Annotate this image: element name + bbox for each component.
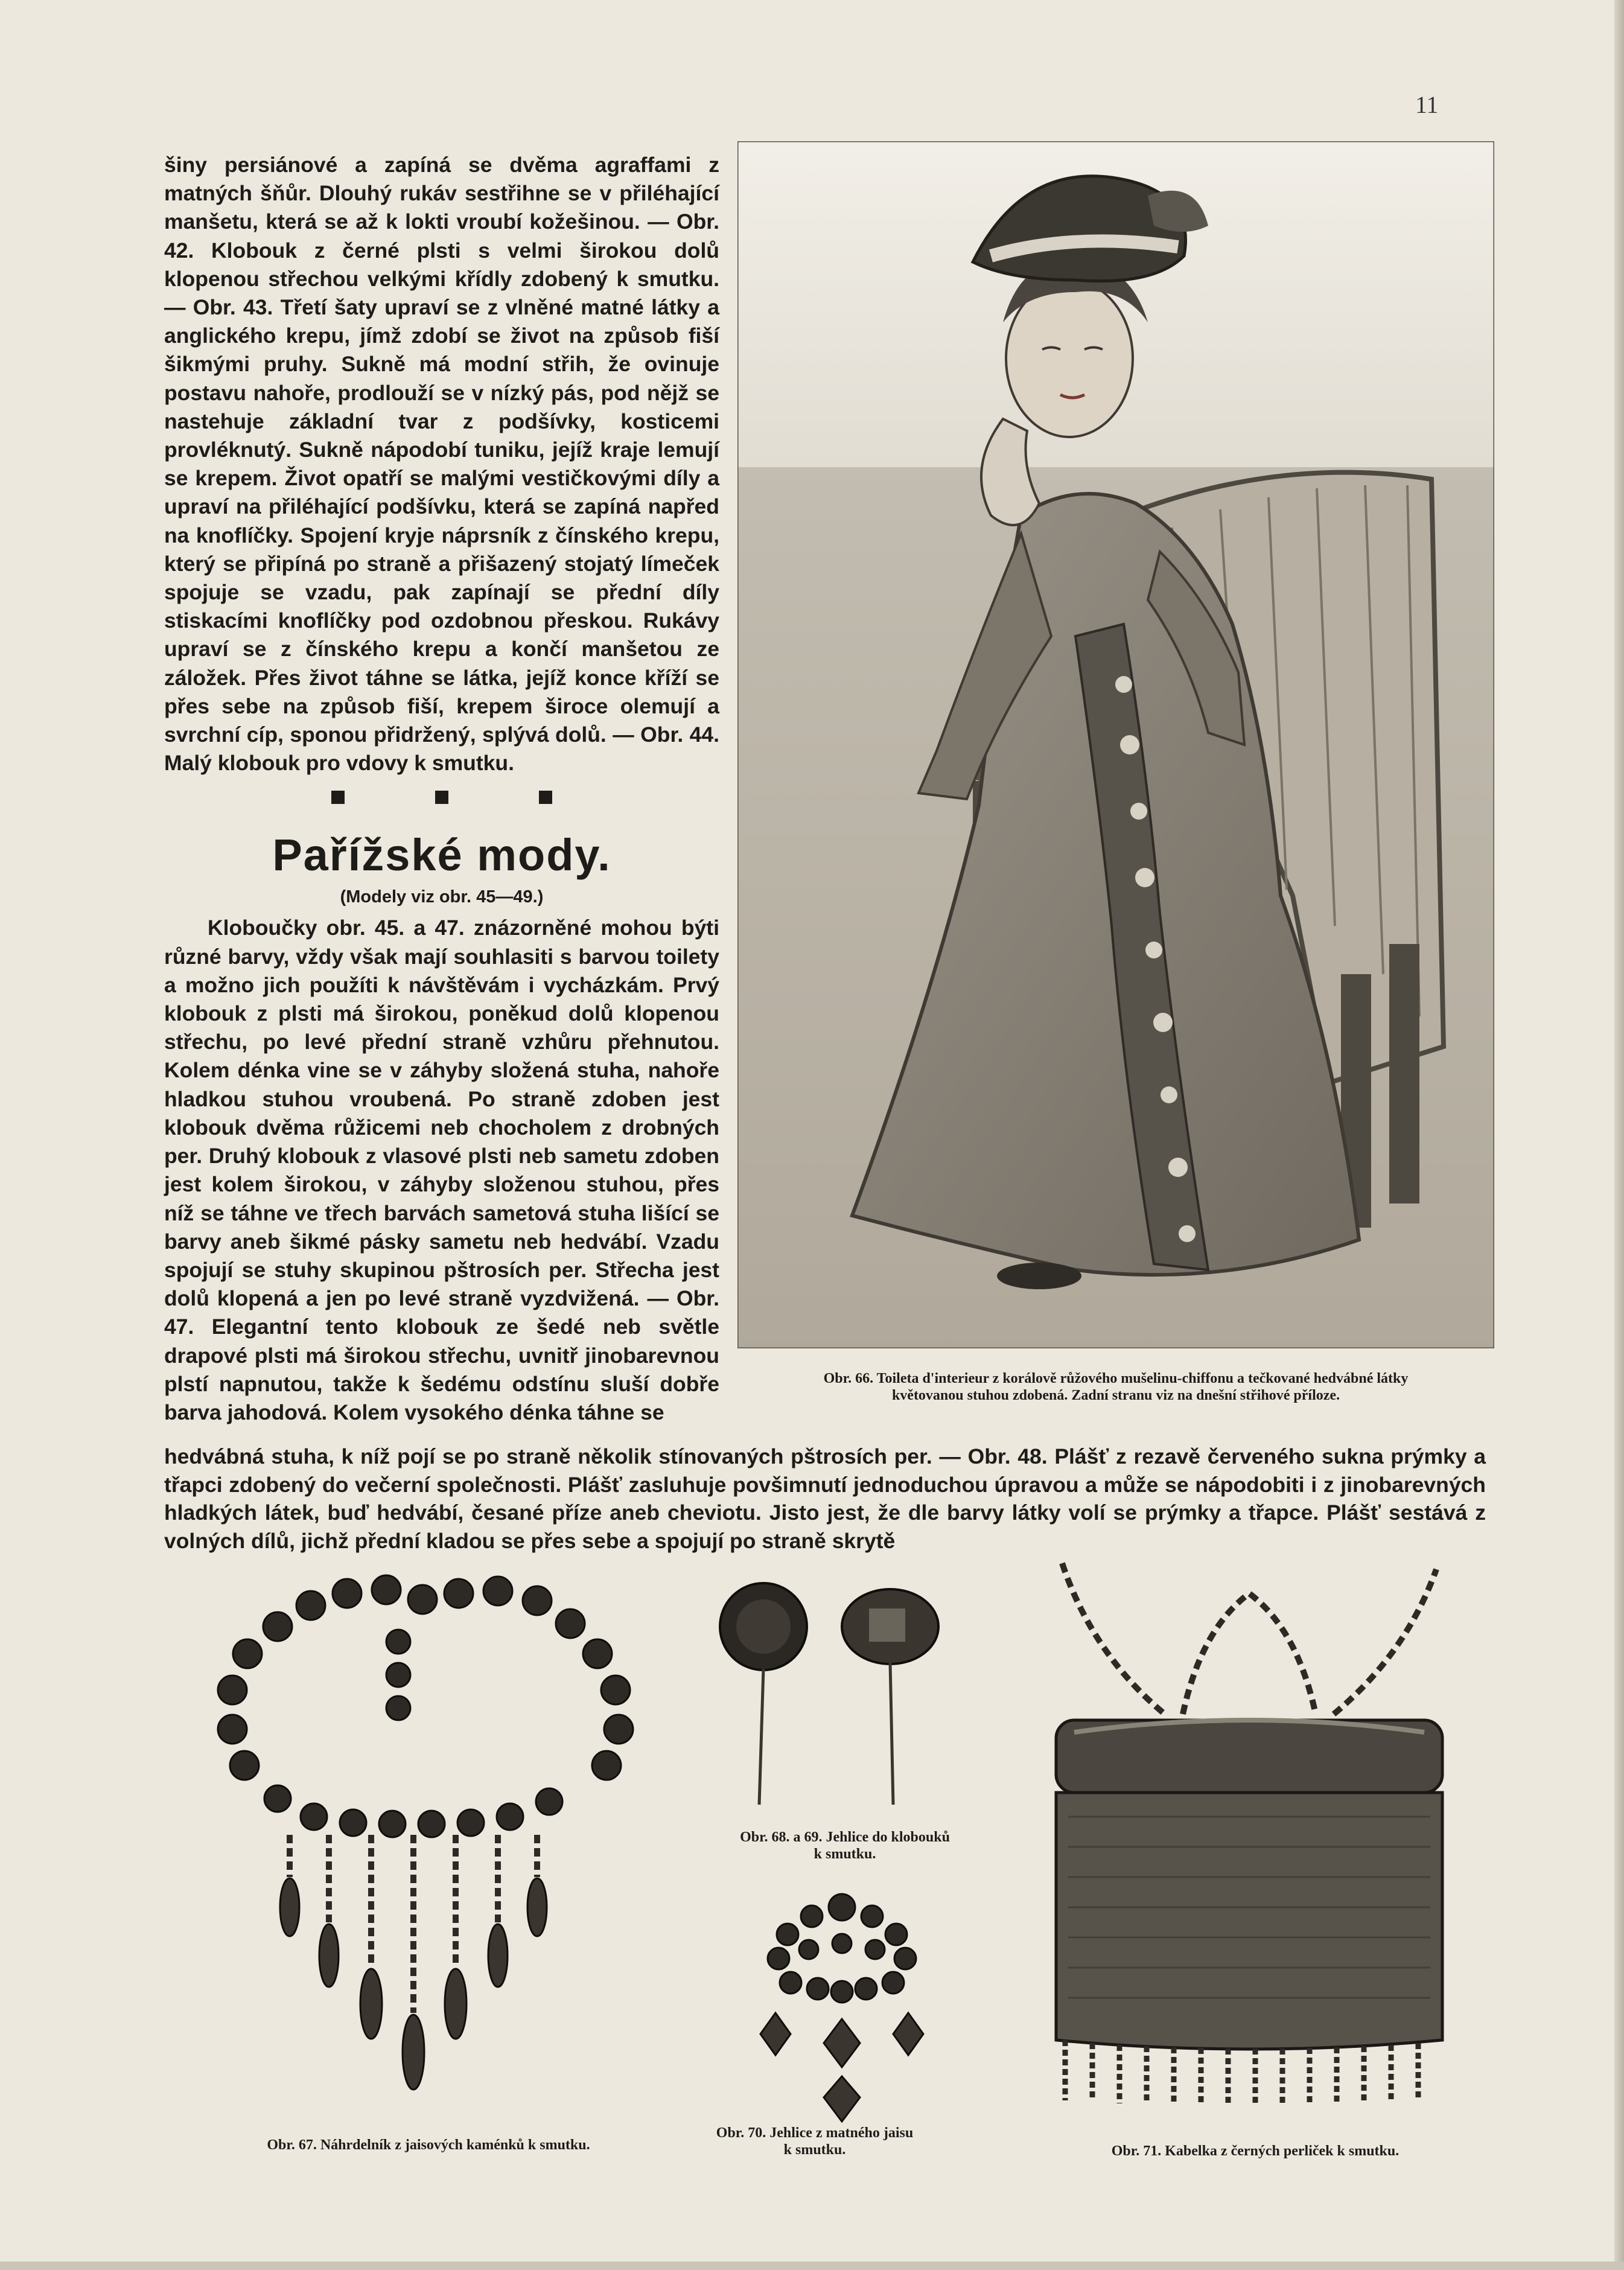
caption-line: Obr. 66. Toileta d'interieur z korálově růžového mušelinu-chiffonu a tečkované hedvábné látky [823,1371,1409,1386]
paragraph-full-width: hedvábná stuha, k níž pojí se po straně několik stínovaných pštrosích per. — Obr. 48. Plášť z rezavě červeného sukna prýmky a třapci zdobený do večerní společnosti. Plášť zasluhuje povšimnutí jednoduchou úpravou a může se nápodobiti i z jinobarevných hladkých látek, buď hedvábí, česané příze aneb cheviotu. Jisto jest, že dle barvy látky volí se prýmky a třapce. Plášť sestává z volných dílů, jichž přední kladou se přes sebe a spojují po straně skrytě [164,1444,1486,1553]
figure-66-caption [737,1370,1494,1404]
square-ornament-icon [331,791,345,804]
page-number: 11 [1415,91,1439,118]
caption-line: k smutku. [783,2142,846,2158]
hatpins-illustration [688,1569,1002,1811]
square-ornament-icon [435,791,448,804]
seated-woman-illustration [737,141,1494,1348]
section-subheading: (Modely viz obr. 45—49.) [340,887,544,907]
section-heading: Pařížské mody. [272,830,611,881]
hatpins-figure-68-69 [688,1569,1002,1811]
figure-68-69-caption [688,1829,1002,1863]
square-ornament-icon [539,791,552,804]
caption-line: k smutku. [814,1846,876,1862]
figure-67-caption: Obr. 67. Náhrdelník z jaisových kaménků k smutku. [267,2137,590,2153]
section-divider [164,791,719,805]
caption-line: Obr. 70. Jehlice z matného jaisu [716,2125,914,2141]
page-edge [1614,0,1624,2270]
page-edge-bottom [0,2262,1624,2270]
paragraph-continued: šiny persiánové a zapíná se dvěma agraffami z matných šňůr. Dlouhý rukáv sestřihne se v přiléhající manšetu, která se až k lokti vroubí kožešinou. — Obr. 42. Klobouk z černé plsti s velmi širokou dolů klopenou střechou velkými křídly zdobený k smutku. — Obr. 43. Třetí šaty upraví se z vlněné matné látky a anglického krepu, jímž zdobí se život na způsob fiší šikmými pruhy. Sukně má modní střih, že ovinuje postavu nahoře, prodlouží se v nízký pás, pod nějž se nastehuje základní tvar z podšívky, kosticemi provléknutý. Sukně nápodobí tuniku, jejíž kraje lemují se krepem. Život opatří se malými vestičkovými díly a upraví na přiléhající podšívku, která se zapíná napřed na knoflíčky. Spojení kryje náprsník z čínského krepu, který se připíná po straně a přišazený stojatý límeček spojuje se vzadu, pak zapínají se přední díly stiskacími knoflíčky pod ozdobnou přeskou. Rukávy upraví se z čínského krepu a končí manšetou ze záložek. Přes život táhne se látka, jejíž konce kříží se přes sebe na způsob fiší, krepem široce olemují a svrchní cíp, sponou přidržený, splývá dolů. — Obr. 44. Malý klobouk pro vdovy k smutku. [164,153,719,776]
figure-71-caption: Obr. 71. Kabelka z černých perliček k smutku. [1111,2143,1400,2159]
left-text-column [164,151,719,1427]
caption-line: Obr. 68. a 69. Jehlice do klobouků [740,1829,950,1845]
brooch-figure-70 [712,1883,978,2131]
jet-necklace-illustration [199,1569,670,2112]
figure-70-caption [664,2125,966,2158]
caption-line: květovanou stuhou zdobená. Zadní stranu viz na dnešní střihové příloze. [891,1388,1340,1403]
beaded-purse-illustration [1020,1557,1479,2119]
jet-brooch-illustration [712,1883,978,2131]
purse-figure-71 [1020,1557,1479,2119]
paragraph-hats: Kloboučky obr. 45. a 47. znázorněné mohou býti různé barvy, vždy však mají souhlasiti s barvou toilety a možno jich použíti k návštěvám i vycházkám. Prvý klobouk z plsti má širokou, poněkud dolů klopenou střechu, po levé přední straně vzhůru přehnutou. Kolem dénka vine se v záhyby složená stuha, nahoře hladkou stuhou vroubená. Po straně zdoben jest klobouk dvěma růžicemi neb chocholem z drobných per. Druhý klobouk z vlasové plsti neb sametu zdoben jest kolem širokou, v záhyby složenou stuhou, přes níž se táhne ve třech barvách sametová stuha lišící se barvy aneb šikmé pásky sametu neb hedvábí. Vzadu spojují se stuhy skupinou pštrosích per. Střecha jest dolů klopená a jen po levé straně vyzdvižená. — Obr. 47. Elegantní tento klobouk ze šedé neb světle drapové plsti má širokou střechu, uvnitř jinobarevnou plstí napnutou, takže k šedému odstínu sluší dobře barva jahodová. Kolem vysokého dénka táhne se [164,916,719,1424]
necklace-figure-67 [199,1569,670,2112]
fashion-illustration-fig66 [737,141,1494,1348]
